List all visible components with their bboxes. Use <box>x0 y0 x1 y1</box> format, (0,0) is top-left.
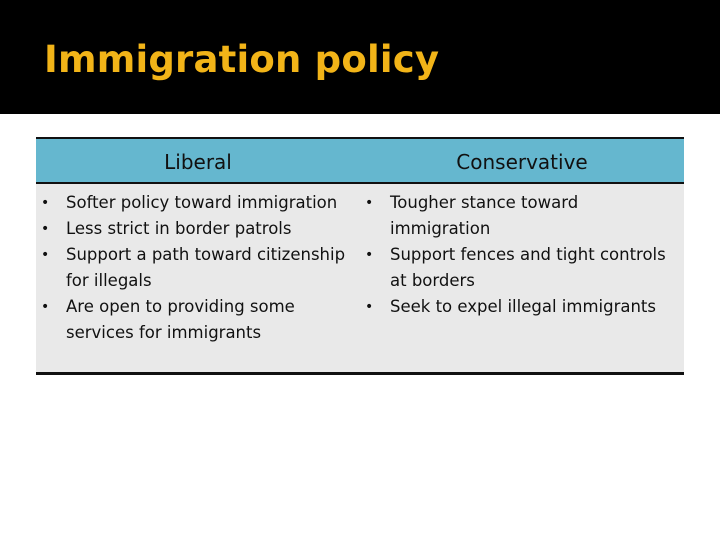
list-item-text: Support a path toward citizenship for illegals <box>66 245 346 290</box>
bullet-icon: • <box>41 221 50 237</box>
conservative-column <box>360 184 684 372</box>
list-item-text: Softer policy toward immigration <box>66 193 338 212</box>
header-conservative: Conservative <box>456 150 588 174</box>
table-header-row <box>36 139 684 184</box>
bullet-icon: • <box>365 195 374 211</box>
list-item <box>360 242 676 294</box>
title-bar <box>0 0 720 114</box>
conservative-list <box>360 190 676 320</box>
list-item <box>36 216 352 242</box>
liberal-list <box>36 190 352 346</box>
list-item <box>36 190 352 216</box>
list-item-text: Are open to providing some services for immigrants <box>66 297 295 342</box>
bullet-icon: • <box>365 299 374 315</box>
bullet-icon: • <box>365 247 374 263</box>
list-item <box>360 190 676 242</box>
bullet-icon: • <box>41 299 50 315</box>
list-item-text: Tougher stance toward immigration <box>390 193 579 238</box>
list-item <box>36 242 352 294</box>
list-item <box>360 294 676 320</box>
table-body-row <box>36 184 684 372</box>
list-item-text: Support fences and tight controls at borders <box>390 245 666 290</box>
slide-title: Immigration policy <box>44 38 440 81</box>
list-item-text: Less strict in border patrols <box>66 219 292 238</box>
comparison-table <box>36 137 684 375</box>
bullet-icon: • <box>41 195 50 211</box>
list-item-text: Seek to expel illegal immigrants <box>390 297 656 316</box>
liberal-column <box>36 184 360 372</box>
list-item <box>36 294 352 346</box>
header-liberal: Liberal <box>164 150 232 174</box>
bullet-icon: • <box>41 247 50 263</box>
